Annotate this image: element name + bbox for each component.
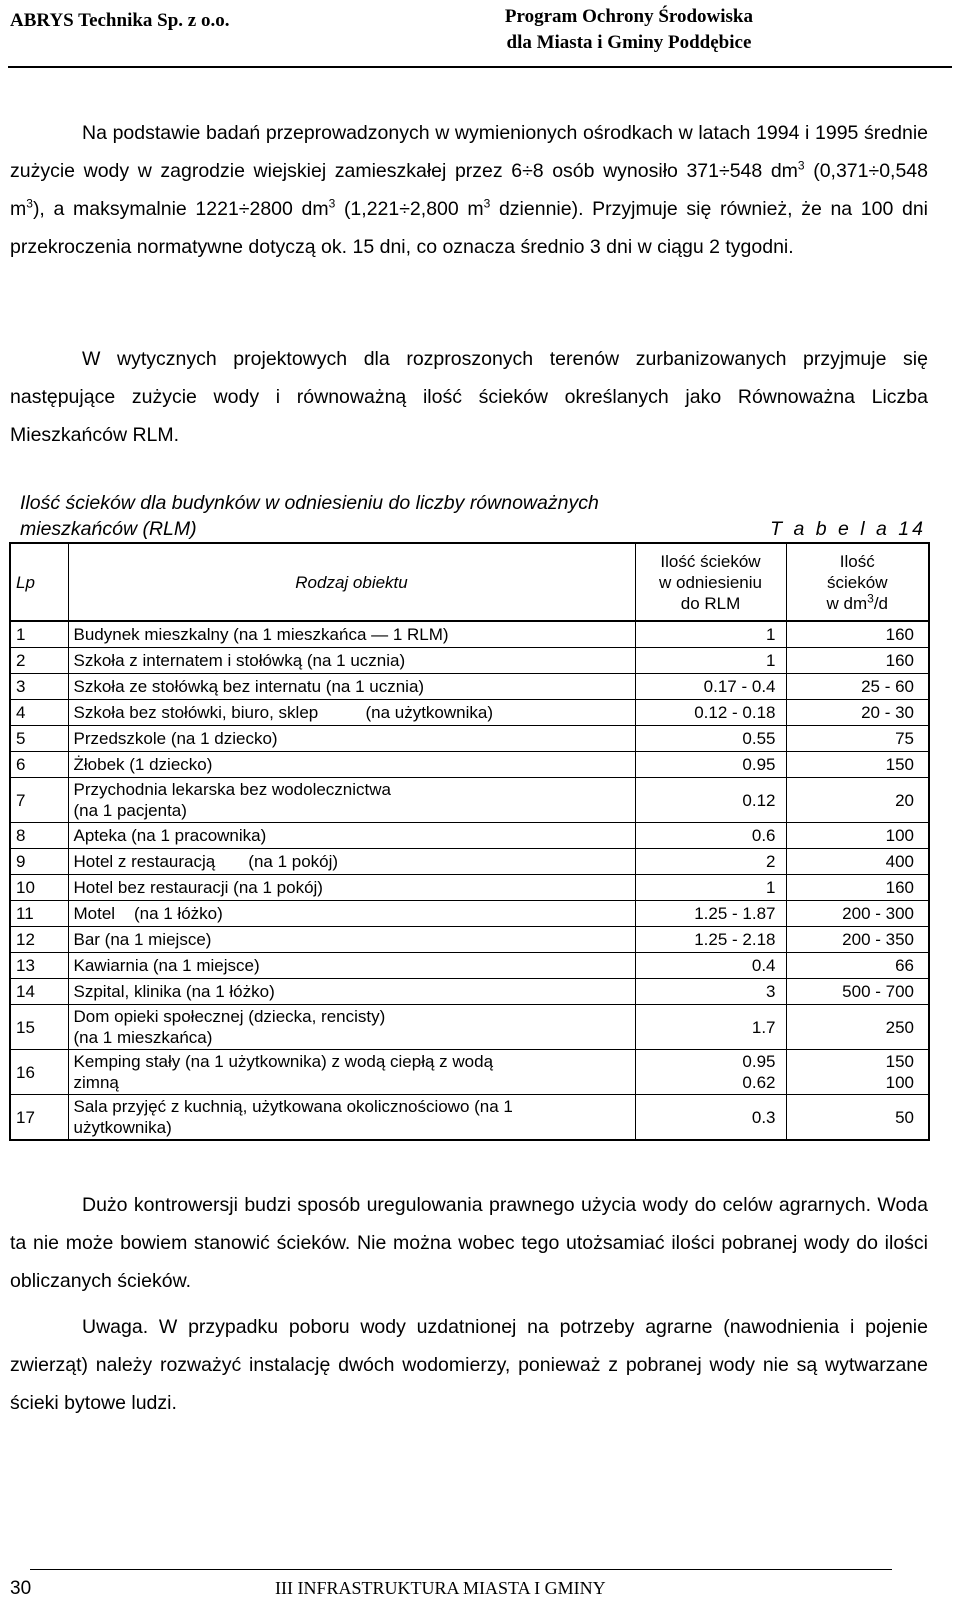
table-row: [10, 927, 929, 953]
table-row: [10, 726, 929, 752]
paragraph-text: W wytycznych projektowych dla rozproszonych terenów zurbanizowanych przyjmuje się następujące zużycie wody i równoważną ilość ścieków określanych jako Równoważna Liczba Mieszkańców RLM.: [10, 348, 928, 446]
table-row: [10, 752, 929, 778]
cell-line: (na 1 mieszkańca): [73, 1028, 213, 1047]
cell-lp: 1: [10, 621, 68, 648]
paragraph-text: (0,371÷0,548 m: [10, 160, 928, 220]
page-number: 30: [10, 1578, 32, 1599]
cell-lp: 13: [10, 953, 68, 979]
cell-lp: 11: [10, 901, 68, 927]
cell-lp: 14: [10, 979, 68, 1005]
header-divider: [8, 66, 952, 68]
cell-lp: 10: [10, 875, 68, 901]
paragraph-note: [10, 1308, 928, 1422]
header-lp: Lp: [10, 543, 68, 621]
cell-lp: 5: [10, 726, 68, 752]
cell-line: 150: [885, 1052, 914, 1071]
rlm-table: [9, 542, 930, 1141]
paragraph-text: Dużo kontrowersji budzi sposób uregulowania prawnego użycia wody do celów agrarnych. Woda ta nie może bowiem stanowić ścieków. Nie można wobec tego utożsamiać ilości pobranej wody do ilości obliczanych ścieków.: [10, 1194, 928, 1292]
paragraph-text: ), a maksymalnie 1221÷2800 dm: [32, 198, 329, 220]
header-rlm-line: w odniesieniu: [658, 572, 762, 592]
paragraph-agrarian: [10, 1186, 928, 1300]
cell-rlm: 0.12 - 0.18: [635, 700, 786, 726]
cell-object-type: Szkoła z internatem i stołówką (na 1 ucznia): [68, 648, 635, 674]
cell-lp: 2: [10, 648, 68, 674]
cell-object-type: Szpital, klinika (na 1 łóżko): [68, 979, 635, 1005]
header-dm-line: Ilość: [839, 551, 875, 571]
cell-rlm: 0.6: [635, 823, 786, 849]
cell-dm: 200 - 300: [786, 901, 929, 927]
cell-line: Przychodnia lekarska bez wodolecznictwa: [73, 780, 391, 799]
table-caption: [20, 490, 926, 542]
cell-rlm: 0.17 - 0.4: [635, 674, 786, 700]
table-row: [10, 979, 929, 1005]
company-name: ABRYS Technika Sp. z o.o.: [10, 10, 230, 31]
cell-line: użytkownika): [73, 1118, 172, 1137]
cell-object-type: [68, 1050, 635, 1095]
superscript: 3: [867, 590, 874, 605]
cell-object-type: Szkoła bez stołówki, biuro, sklep (na użytkownika): [68, 700, 635, 726]
cell-rlm: [635, 1050, 786, 1095]
cell-object-type: [68, 778, 635, 823]
cell-line: 0.62: [742, 1073, 776, 1092]
superscript: 3: [797, 158, 805, 173]
cell-rlm: 1: [635, 648, 786, 674]
cell-object-type: Motel (na 1 łóżko): [68, 901, 635, 927]
cell-dm: 20 - 30: [786, 700, 929, 726]
cell-rlm: 1.25 - 2.18: [635, 927, 786, 953]
cell-lp: 8: [10, 823, 68, 849]
table-row: [10, 875, 929, 901]
cell-line: Dom opieki społecznej (dziecka, rencisty): [73, 1007, 386, 1026]
cell-dm: 400: [786, 849, 929, 875]
cell-dm: 160: [786, 621, 929, 648]
cell-object-type: Szkoła ze stołówką bez internatu (na 1 ucznia): [68, 674, 635, 700]
table-number-label: T a b e l a 14: [770, 518, 926, 540]
cell-lp: 17: [10, 1095, 68, 1141]
cell-dm: 160: [786, 648, 929, 674]
cell-object-type: Hotel z restauracją (na 1 pokój): [68, 849, 635, 875]
cell-lp: 6: [10, 752, 68, 778]
cell-line: 100: [885, 1073, 914, 1092]
cell-dm: 66: [786, 953, 929, 979]
cell-dm: 160: [786, 875, 929, 901]
paragraph-text: Na podstawie badań przeprowadzonych w wymienionych ośrodkach w latach 1994 i 1995 średnie zużycie wody w zagrodzie wiejskiej zamieszkałej przez 6÷8 osób wynosiło 371÷548 dm: [10, 122, 928, 182]
cell-rlm: 0.3: [635, 1095, 786, 1141]
paragraph-water-usage: [10, 114, 928, 266]
cell-dm: 500 - 700: [786, 979, 929, 1005]
table-row: [10, 1050, 929, 1095]
cell-rlm: 0.4: [635, 953, 786, 979]
cell-line: 0.95: [742, 1052, 776, 1071]
cell-dm: 20: [786, 778, 929, 823]
cell-object-type: [68, 1095, 635, 1141]
cell-object-type: Budynek mieszkalny (na 1 mieszkańca — 1 RLM): [68, 621, 635, 648]
cell-rlm: 1: [635, 621, 786, 648]
cell-lp: 16: [10, 1050, 68, 1095]
cell-object-type: Hotel bez restauracji (na 1 pokój): [68, 875, 635, 901]
cell-rlm: 3: [635, 979, 786, 1005]
table-row: [10, 953, 929, 979]
cell-rlm: 1: [635, 875, 786, 901]
footer-divider: [30, 1569, 892, 1570]
cell-dm: 200 - 350: [786, 927, 929, 953]
header-dm-line: ścieków: [827, 572, 888, 592]
header-rlm-line: Ilość ścieków: [660, 551, 761, 571]
table-row: [10, 778, 929, 823]
cell-object-type: Bar (na 1 miejsce): [68, 927, 635, 953]
cell-rlm: 2: [635, 849, 786, 875]
paragraph-text: (1,221÷2,800 m: [335, 198, 484, 220]
table-row: [10, 849, 929, 875]
table-row: [10, 1095, 929, 1141]
cell-dm: 150: [786, 752, 929, 778]
table-row: [10, 674, 929, 700]
program-title-line1: Program Ochrony Środowiska: [504, 6, 753, 27]
cell-dm: [786, 1050, 929, 1095]
header-object-type: Rodzaj obiektu: [68, 543, 635, 621]
program-title: [505, 4, 753, 56]
header-rlm: [635, 543, 786, 621]
superscript: 3: [26, 196, 33, 211]
header-dm-text: w dm: [826, 593, 868, 613]
cell-rlm: 1.25 - 1.87: [635, 901, 786, 927]
cell-lp: 7: [10, 778, 68, 823]
cell-object-type: Przedszkole (na 1 dziecko): [68, 726, 635, 752]
cell-object-type: [68, 1005, 635, 1050]
cell-rlm: 0.95: [635, 752, 786, 778]
superscript: 3: [483, 196, 491, 211]
program-title-line2: dla Miasta i Gminy Poddębice: [506, 32, 752, 53]
table-header-row: [10, 543, 929, 621]
cell-object-type: Kawiarnia (na 1 miejsce): [68, 953, 635, 979]
caption-line1: Ilość ścieków dla budynków w odniesieniu do liczby równoważnych: [20, 492, 599, 514]
cell-lp: 12: [10, 927, 68, 953]
chapter-title: III INFRASTRUKTURA MIASTA I GMINY: [275, 1578, 606, 1598]
cell-dm: 250: [786, 1005, 929, 1050]
cell-dm: 75: [786, 726, 929, 752]
cell-rlm: 0.55: [635, 726, 786, 752]
cell-line: Sala przyjęć z kuchnią, użytkowana okolicznościowo (na 1: [73, 1097, 513, 1116]
cell-dm: 50: [786, 1095, 929, 1141]
cell-rlm: 1.7: [635, 1005, 786, 1050]
table-row: [10, 648, 929, 674]
paragraph-guidelines: [10, 340, 928, 454]
superscript: 3: [328, 196, 336, 211]
table-row: [10, 901, 929, 927]
cell-rlm: 0.12: [635, 778, 786, 823]
table-row: [10, 823, 929, 849]
cell-dm: 100: [786, 823, 929, 849]
cell-dm: 25 - 60: [786, 674, 929, 700]
cell-lp: 4: [10, 700, 68, 726]
cell-object-type: Apteka (na 1 pracownika): [68, 823, 635, 849]
table-row: [10, 700, 929, 726]
cell-line: Kemping stały (na 1 użytkownika) z wodą ciepłą z wodą: [73, 1052, 494, 1071]
cell-lp: 15: [10, 1005, 68, 1050]
header-rlm-line: do RLM: [680, 593, 741, 613]
page-header: [0, 0, 960, 70]
caption-line2: mieszkańców (RLM): [20, 518, 197, 540]
paragraph-text: Uwaga. W przypadku poboru wody uzdatnionej na potrzeby agrarne (nawodnienia i pojenie zwierząt) należy rozważyć instalację dwóch wodomierzy, ponieważ z pobranej wody nie są wytwarzane ścieki bytowe ludzi.: [10, 1316, 928, 1414]
cell-lp: 3: [10, 674, 68, 700]
header-dm: [786, 543, 929, 621]
table-row: [10, 621, 929, 648]
cell-line: (na 1 pacjenta): [73, 801, 187, 820]
header-dm-text: /d: [873, 593, 888, 613]
paragraph-text: dziennie). Przyjmuje się również, że na 100 dni przekroczenia normatywne dotyczą ok. 15 dni, co oznacza średnio 3 dni w ciągu 2 tygodni.: [10, 198, 928, 258]
table-row: [10, 1005, 929, 1050]
cell-object-type: Żłobek (1 dziecko): [68, 752, 635, 778]
header-dm-line: [792, 590, 924, 614]
cell-line: zimną: [73, 1073, 119, 1092]
cell-lp: 9: [10, 849, 68, 875]
